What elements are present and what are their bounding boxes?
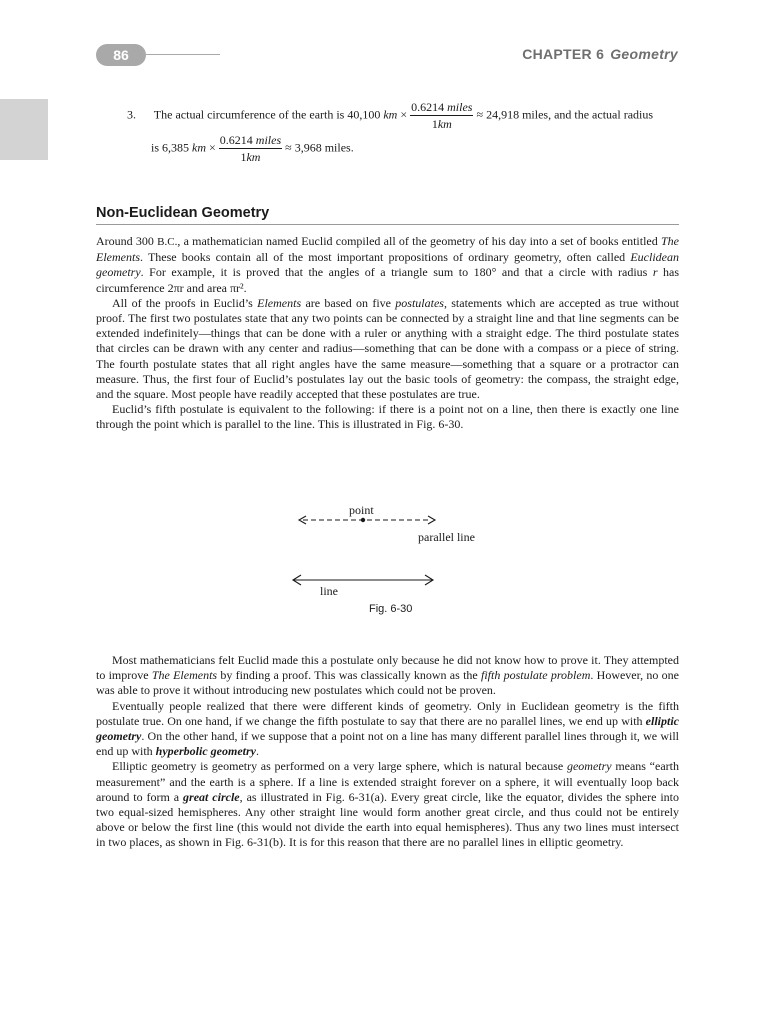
exercise-number: 3. (127, 107, 136, 122)
base-line (293, 575, 433, 585)
chapter-title: Geometry (610, 46, 678, 62)
fraction-denominator: 1 (431, 117, 438, 131)
text-run: has circumference 2πr and area πr². (96, 265, 679, 295)
fraction-numerator-unit: miles (447, 100, 473, 114)
text-run: Eventually people realized that there were different kinds of geometry. Only in Euclidean geometry is the fifth postulate true. On one hand, if we change the fifth postulate to say that there are no parallel lines, we end up with (96, 698, 679, 728)
text-run: . (255, 744, 259, 759)
text-run: , a mathematician named Euclid compiled all of the geometry of his day into a set of books entitled (177, 234, 661, 248)
text-run: . However, no one was able to prove it without introducing new postulates which could not be proven. (96, 668, 679, 698)
point-label: point (349, 503, 374, 517)
text-run: . For example, it is proved that the angles of a triangle sum to 180° and that a circle with radius (140, 265, 653, 280)
exercise-text-1: The actual circumference of the earth is 40,100 (153, 107, 381, 122)
fraction-denominator-unit: km (246, 150, 261, 164)
book-title: The Elements (151, 668, 218, 683)
text-run: , as illustrated in Fig. 6-31(a). Every great circle, like the equator, divides the sphere into two equal-sized hemispheres. Any other straight line would form another great circle, and thus could not be entirely above or below the first line (this would not divide the earth into equal hemispheres). Thus any two lines must intersect in two places, as shown in Fig. 6-31(b). It is for this reason that there are no parallel lines in elliptic geometry. (96, 789, 680, 850)
parallel-line-label: parallel line (418, 530, 475, 544)
paragraph-6 (96, 759, 679, 850)
fraction-numerator: 0.6214 (219, 133, 253, 147)
unit-km: km (383, 107, 398, 122)
text-run: Elliptic geometry is geometry as performed on a very large sphere, which is natural because (112, 759, 567, 774)
fraction-denominator-unit: km (437, 117, 452, 131)
text-run: All of the proofs in Euclid’s (112, 295, 258, 310)
page-number: 86 (113, 47, 129, 63)
times-sign: × (400, 107, 408, 122)
fraction-denominator: 1 (240, 150, 247, 164)
fraction-numerator-unit: miles (255, 133, 282, 147)
section-title: Non-Euclidean Geometry (96, 205, 270, 221)
unit-km: km (192, 140, 207, 155)
text-run: Around 300 (96, 234, 158, 248)
term: geometry (566, 759, 612, 774)
term: Euclidean geometry (96, 250, 679, 280)
chapter-number: CHAPTER 6 (522, 46, 605, 62)
text-run: . These books contain all of the most important propositions of ordinary geometry, often called (140, 250, 631, 265)
book-title: The Elements (96, 234, 679, 265)
term: fifth postulate problem (480, 668, 591, 683)
term: postulates (395, 295, 444, 310)
text-run: are based on five (301, 295, 396, 310)
term: great circle (183, 789, 240, 804)
line-label: line (320, 584, 338, 598)
fraction-numerator: 0.6214 (411, 100, 445, 114)
text-run: Most mathematicians felt Euclid made this a postulate only because he did not know how to prove it. They attempted to improve (96, 653, 679, 683)
variable: r (652, 265, 658, 280)
paragraph-5 (96, 699, 679, 760)
text-block-2 (96, 653, 679, 851)
text-run: B.C. (157, 236, 178, 248)
term: elliptic geometry (96, 713, 679, 744)
book-title: Elements (257, 295, 302, 310)
text-run: , statements which are accepted as true without proof. The first two postulates state that any two points can be connected by a straight line and that line segments can be extended indefinitely—things that can be done with a ruler or anything with a straight edge. The third postulate states that circles can be drawn with any center and radius—something that can be done with a compass or a piece of string. The fourth postulate states that all right angles have the same measure—something that a square or a protractor can measure. Thus, the first four of Euclid’s postulates lay out the basic tools of geometry: the compass, the straight edge, and the square. Most people have readily accepted that these postulates are true. (96, 295, 679, 402)
paragraph-3: Euclid’s fifth postulate is equivalent to the following: if there is a point not on a line, then there is exactly one line through the point which is parallel to the line. This is illustrated in Fig. 6-30. (96, 402, 679, 432)
text-run: . On the other hand, if we suppose that a point not on a line has many different parallel lines through it, we will end up with (96, 729, 679, 759)
text-run: means “earth measurement” and the earth is a sphere. If a line is extended straight forever on a sphere, it will eventually loop back around to form a (96, 759, 679, 804)
exercise-result-1: ≈ 24,918 miles, and the actual radius (476, 107, 654, 122)
point-marker (361, 518, 365, 522)
figure-caption: Fig. 6-30 (369, 603, 413, 615)
times-sign: × (209, 140, 216, 155)
exercise-text-2: is 6,385 (151, 140, 190, 155)
paragraph-4 (96, 653, 679, 699)
exercise-result-2: ≈ 3,968 miles. (285, 140, 354, 155)
term: hyperbolic geometry (155, 744, 256, 759)
text-run: by finding a proof. This was classically known as the (217, 668, 481, 683)
